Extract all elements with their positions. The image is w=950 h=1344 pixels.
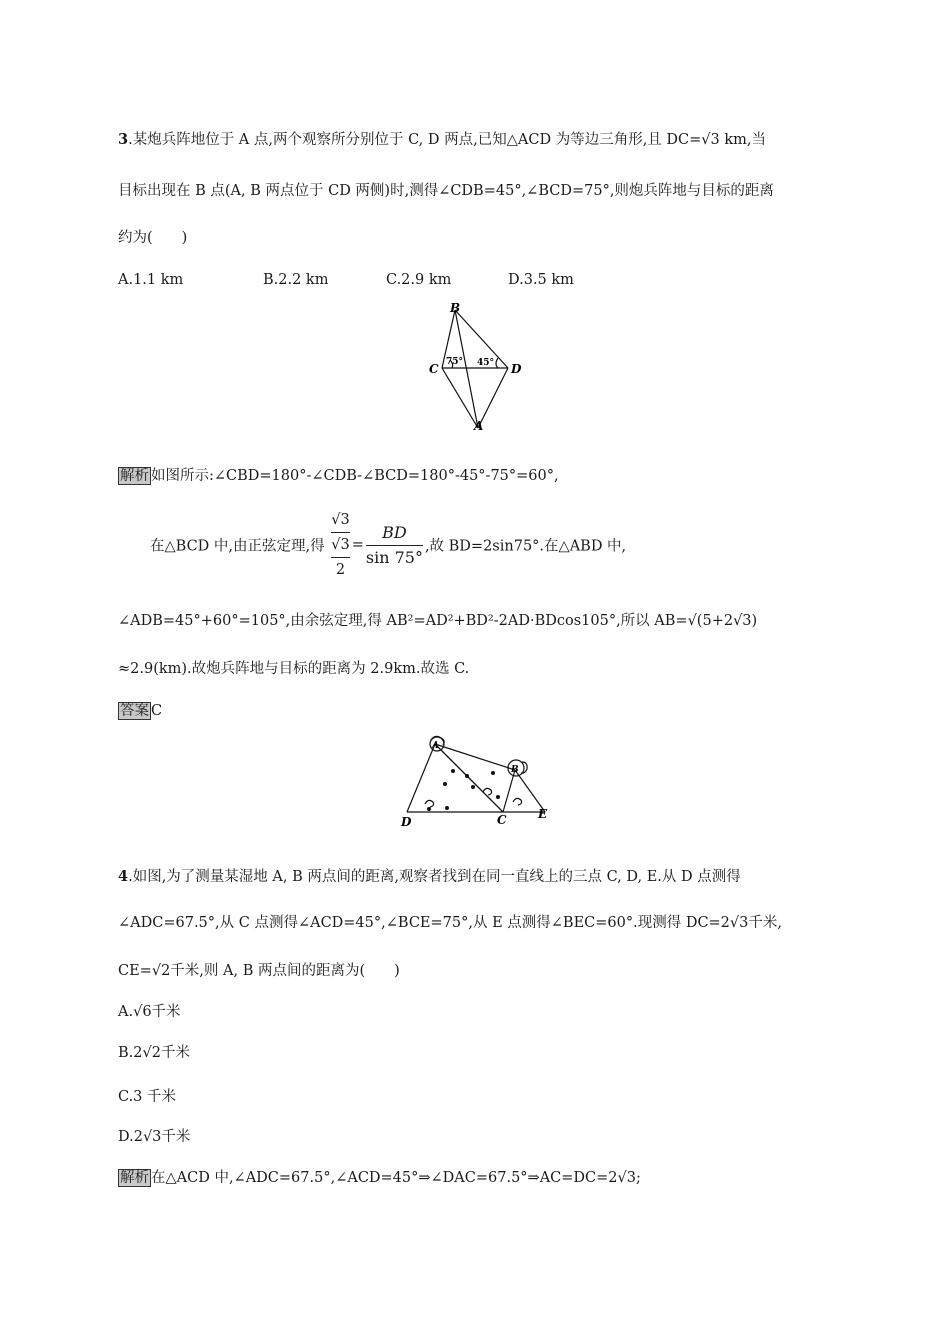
q3-option-c: C.2.9 km [386, 272, 452, 288]
sol3-answer [118, 701, 162, 721]
fig2-label-d: D [401, 815, 412, 829]
sol3-frac2 [366, 521, 423, 570]
sol3-line2 [150, 508, 626, 582]
q3-line2: 目标出现在 B 点(A, B 两点位于 CD 两侧)时,测得∠CDB=45°,∠BCD=75°,则炮兵阵地与目标的距离 [118, 183, 774, 199]
sol3-frac1-den-bot: 2 [335, 562, 346, 578]
sol3-line3: ∠ADB=45°+60°=105°,由余弦定理,得 AB²=AD²+BD²-2AD·BDcos105°,所以 AB=√(5+2√3) [118, 613, 758, 629]
fig2-label-a: A [432, 741, 439, 751]
sol3-frac2-num: BD [366, 521, 423, 546]
q4-option-b: B.2√2千米 [118, 1045, 190, 1061]
sol3-line2a: 在△BCD 中,由正弦定理,得 [150, 538, 325, 555]
q4-line1-text: .如图,为了测量某湿地 A, B 两点间的距离,观察者找到在同一直线上的三点 C, D, E.从 D 点测得 [128, 869, 741, 885]
sol3-frac1 [331, 508, 349, 582]
sol4-line1 [118, 1168, 641, 1188]
sol4-tag: 解析 [120, 1170, 149, 1186]
sol3-line1-text: 如图所示:∠CBD=180°-∠CDB-∠BCD=180°-45°-75°=60°, [151, 468, 559, 484]
q3-option-a: A.1.1 km [118, 272, 184, 288]
sol3-frac1-den-top: √3 [331, 533, 349, 558]
fig2-label-c: C [497, 813, 507, 827]
sol3-frac2-den: sin 75° [365, 547, 423, 567]
sol3-answer-tag: 答案 [120, 703, 149, 719]
q3-line1 [118, 130, 766, 150]
fig2-label-e: E [538, 807, 548, 821]
fig2-label-b: B [511, 765, 519, 775]
q3-number: 3 [118, 131, 129, 148]
sol3-frac1-den [331, 533, 349, 582]
sol3-equals: = [351, 537, 364, 553]
fig1-label-a: A [474, 419, 484, 433]
sol3-line1 [118, 466, 559, 486]
q4-number: 4 [118, 868, 129, 885]
fig1-label-d: D [511, 362, 522, 376]
fig1-label-b: B [450, 301, 461, 315]
sol3-frac1-num: √3 [331, 508, 349, 533]
sol3-answer-value: C [151, 703, 163, 719]
q3-option-d: D.3.5 km [508, 272, 574, 288]
q4-option-d: D.2√3千米 [118, 1129, 191, 1145]
fig1-angle-c: 75° [446, 357, 464, 367]
q4-line2: ∠ADC=67.5°,从 C 点测得∠ACD=45°,∠BCE=75°,从 E 点测得∠BEC=60°.现测得 DC=2√3千米, [118, 915, 782, 931]
q4-line1 [118, 867, 741, 887]
fig1-label-c: C [429, 362, 439, 376]
q3-figure [420, 298, 530, 438]
q3-line3: 约为( ) [118, 230, 188, 246]
q3-option-b: B.2.2 km [263, 272, 329, 288]
q3-line1-text: .某炮兵阵地位于 A 点,两个观察所分别位于 C, D 两点,已知△ACD 为等边三角形,且 DC=√3 km,当 [128, 132, 767, 148]
q4-line3: CE=√2千米,则 A, B 两点间的距离为( ) [118, 963, 400, 979]
sol3-tag: 解析 [120, 468, 149, 484]
sol3-line2b: ,故 BD=2sin75°.在△ABD 中, [424, 538, 627, 555]
q4-option-c: C.3 千米 [118, 1089, 177, 1105]
q4-option-a: A.√6千米 [118, 1004, 181, 1020]
sol4-line1-text: 在△ACD 中,∠ADC=67.5°,∠ACD=45°⇒∠DAC=67.5°⇒AC=DC=2√3; [151, 1170, 641, 1186]
fig1-angle-d: 45° [477, 358, 495, 368]
sol3-line4: ≈2.9(km).故炮兵阵地与目标的距离为 2.9km.故选 C. [118, 661, 470, 677]
q4-figure [395, 732, 565, 832]
